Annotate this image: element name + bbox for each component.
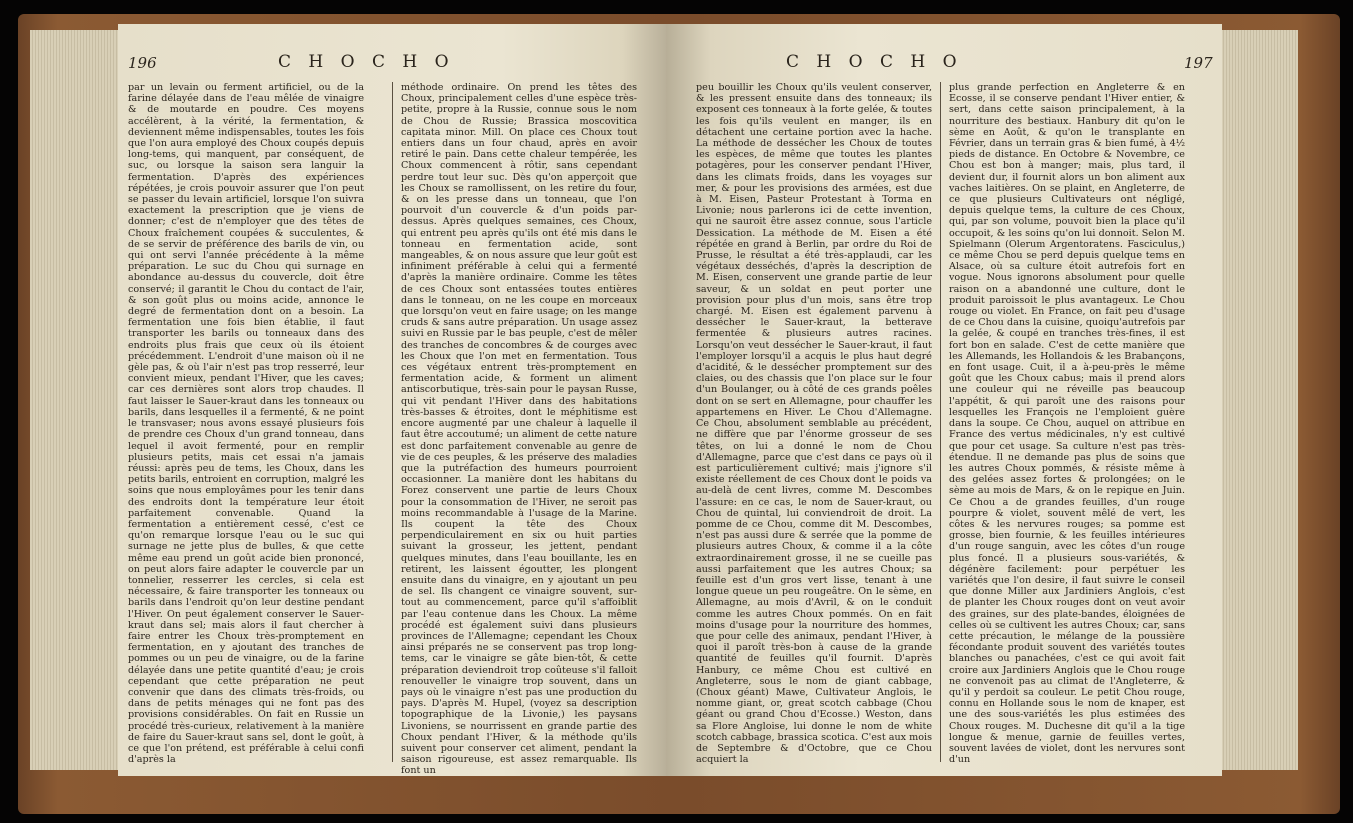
running-header: C H O C H O	[278, 52, 455, 72]
running-header: C H O C H O	[786, 52, 963, 72]
text-column-2: plus grande perfection en Angleterre & en Ecosse, il se conserve pendant l'Hiver entier, & sert, dans cette saison principalement, à la nourriture des bestiaux. Hanbury dit qu'on le sème en Août, & qu'on le transplante en Février, dans un terrain gras & bien fumé, à 4½ pieds de distance. En Octobre & Novembre, ce Chou est bon à manger; mais, plus tard, il devient dur, il fournit alors un bon aliment aux vaches laitières. On se plaint, en Angleterre, de ce que plusieurs Cultivateurs ont négligé, depuis quelque tems, la culture de ces Choux, qui, par son volume, pouvoit bien la place qu'il occupoit, & les soins qu'on lui donnoit. Selon M. Spielmann (Olerum Argentoratens. Fasciculus,) ce même Chou se perd depuis quelque tems en Alsace, où sa culture étoit autrefois fort en vogue. Nous ignorons absolument pour quelle raison on a abandonné une culture, dont le produit paroissoit le plus avantageux. Le Chou rouge ou violet. En France, on fait peu d'usage de ce Chou dans la cuisine, quoiqu'autrefois par la gelée, & coupé en tranches très-fines, il est fort bon en salade. C'est de cette manière que les Allemands, les Hollandois & les Brabançons, en font usage. Cuit, il a à-peu-près le même goût que les Choux cabus; mais il prend alors une couleur qui ne réveille pas beaucoup l'appétit, & qui paroît une des raisons pour lesquelles les François ne l'emploient guère dans la soupe. Ce Chou, auquel on attribue en France des vertus médicinales, n'y est cultivé que pour cet usage. Sa culture n'est pas très-étendue. Il ne demande pas plus de soins que les autres Choux pommés, & résiste même à des gelées assez fortes & prolongées; on le sème au mois de Mars, & on le repique en Juin. Ce Chou a de grandes feuilles, d'un rouge pourpre & violet, souvent mêlé de vert, les côtes & les nervures rouges; sa pomme est grosse, bien fournie, & les feuilles intérieures d'un rouge sanguin, avec les côtes d'un rouge plus foncé. Il a plusieurs sous-variétés, & dégénère facilement: pour perpétuer les variétés que l'on desire, il faut suivre le conseil que donne Miller aux Jardiniers Anglois, c'est de planter les Choux rouges dont on veut avoir des graines, sur des plate-bandes, éloignées de celles où se cultivent les autres Choux; car, sans cette précaution, le mélange de la poussière fécondante produit souvent des variétés toutes blanches ou panachées, c'est ce qui avoit fait croire aux Jardiniers Anglois que le Chou rouge ne convenoit pas au climat de l'Angleterre, & qu'il y perdoit sa couleur. Le petit Chou rouge, connu en Hollande sous le nom de knaper, est une des sous-variétés les plus estimées des Choux rouges. M. Duchesne dit qu'il a la tige longue & menue, garnie de feuilles vertes, souvent lavées de violet, dont les nervures sont d'un	[949, 82, 1185, 766]
left-page	[118, 24, 666, 776]
column-rule	[392, 82, 393, 762]
text-column-1: peu bouillir les Choux qu'ils veulent conserver, & les pressent ensuite dans des tonneaux; ils exposent ces tonneaux à la forte gelée, & toutes les fois qu'ils veulent en manger, ils en détachent une certaine portion avec la hache. La méthode de dessécher les Choux de toutes les espèces, de même que toutes les plantes potagères, pour les conserver pendant l'Hiver, dans les climats froids, dans les voyages sur mer, & pour les provisions des armées, est due à M. Eisen, Pasteur Protestant à Torma en Livonie; nous parlerons ici de cette invention, qui ne sauroit être assez connue, sous l'article Dessication. La méthode de M. Eisen a été répétée en grand à Berlin, par ordre du Roi de Prusse, le résultat a été très-applaudi, car les végétaux desséchés, d'après la description de M. Eisen, conservent une grande partie de leur saveur, & un soldat en peut porter une provision pour plus d'un mois, sans être trop chargé. M. Eisen est également parvenu à dessécher le Sauer-kraut, la betterave fermentée & plusieurs autres racines. Lorsqu'on veut dessécher le Sauer-kraut, il faut l'employer lorsqu'il a acquis le plus haut degré d'acidité, & le dessécher promptement sur des claies, ou des chassis que l'on place sur le four d'un Boulanger, ou à côté de ces grands poêles dont on se sert en Allemagne, pour chauffer les appartemens en Hiver. Le Chou d'Allemagne. Ce Chou, absolument semblable au précédent, ne diffère que par l'énorme grosseur de ses têtes, on lui a donné le nom de Chou d'Allemagne, parce que c'est dans ce pays où il est particulièrement cultivé; mais j'ignore s'il existe réellement de ces Choux dont le poids va au-delà de cent livres, comme M. Descombes l'assure: en ce cas, le nom de Sauer-kraut, ou Chou de quintal, lui conviendroit de droit. La pomme de ce Chou, comme dit M. Descombes, n'est pas aussi dure & serrée que la pomme de plusieurs autres Choux, & comme il a la côte extraordinairement grosse, il ne se cueille pas aussi parfaitement que les autres Choux; sa feuille est d'un gros vert lisse, tenant à une longue queue un peu rougeâtre. On le sème, en Allemagne, au mois d'Avril, & on le conduit comme les autres Choux pommés. On en fait moins d'usage pour la nourriture des hommes, que pour celle des animaux, pendant l'Hiver, à quoi il paroît très-bon à cause de la grande quantité de feuilles qu'il fournit. D'après Hanbury, ce même Chou est cultivé en Angleterre, sous le nom de giant cabbage, (Choux géant) Mawe, Cultivateur Anglois, le nomme giant, or, great scotch cabbage (Chou géant ou grand Chou d'Ecosse.) Weston, dans sa Flore Angloise, lui donne le nom de white scotch cabbage, brassica scotica. C'est aux mois de Septembre & d'Octobre, que ce Chou acquiert la	[696, 82, 932, 766]
text-column-2: méthode ordinaire. On prend les têtes des Choux, principalement celles d'une espèce très-petite, propre à la Russie, connue sous le nom de Chou de Russie; Brassica moscovitica capitata minor. Mill. On place ces Choux tout entiers dans un four chaud, après en avoir retiré le pain. Dans cette chaleur tempérée, les Choux commencent à rôtir, sans cependant perdre tout leur suc. Dès qu'on apperçoit que les Choux se ramollissent, on les retire du four, & on les presse dans un tonneau, que l'on pourvoit d'un couvercle & d'un poids par-dessus. Après quelques semaines, ces Choux, qui entrent peu après qu'ils ont été mis dans le tonneau en fermentation acide, sont mangeables, & on nous assure que leur goût est infiniment préférable à celui qui a fermenté d'après la manière ordinaire. Comme les têtes de ces Choux sont entassées toutes entières dans le tonneau, on ne les coupe en morceaux que lorsqu'on veut en faire usage; on les mange cruds & sans autre préparation. Un usage assez suivi en Russie par le bas peuple, c'est de mêler des tranches de concombres & de courges avec les Choux que l'on met en fermentation. Tous ces végétaux entrent très-promptement en fermentation acide, & forment un aliment antiscorbutique, très-sain pour le paysan Russe, qui vit pendant l'Hiver dans des habitations très-basses & étroites, dont le méphitisme est encore augmenté par une chaleur à laquelle il faut être accoutumé; un aliment de cette nature est donc parfaitement convenable au genre de vie de ces peuples, & les préserve des maladies que la putréfaction des humeurs pourroient occasionner. La manière dont les habitans du Forez conservent une partie de leurs Choux pour la consommation de l'Hiver, ne seroit pas moins recommandable à l'usage de la Marine. Ils coupent la tête des Choux perpendiculairement en six ou huit parties suivant la grosseur, les jettent, pendant quelques minutes, dans l'eau bouillante, les en retirent, les laissent égoutter, les plongent ensuite dans du vinaigre, en y ajoutant un peu de sel. Ils changent ce vinaigre souvent, sur-tout au commencement, parce qu'il s'affoiblit par l'eau contenue dans les Choux. La même procédé est également suivi dans plusieurs provinces de l'Allemagne; cependant les Choux ainsi préparés ne se conservent pas trop long-tems, car le vinaigre se gâte bien-tôt, & cette préparation deviendroit trop coûteuse s'il falloit renouveller le vinaigre trop souvent, dans un pays où le vinaigre n'est pas une production du pays. D'après M. Hupel, (voyez sa description topographique de la Livonie,) les paysans Livoniens, se nourrissent en grande partie des Choux pendant l'Hiver, & la méthode qu'ils suivent pour conserver cet aliment, pendant la saison rigoureuse, est assez remarquable. Ils font un	[401, 82, 637, 777]
right-page-edges	[1218, 30, 1298, 770]
left-page-edges	[30, 30, 122, 770]
column-rule	[940, 82, 941, 762]
right-page	[666, 24, 1222, 776]
text-column-1: par un levain ou ferment artificiel, ou de la farine délayée dans de l'eau mêlée de vinaigre & de moutarde en poudre. Ces moyens accélèrent, à la vérité, la fermentation, & deviennent même indispensables, toutes les fois que l'on aura employé des Choux coupés depuis long-tems, qui manquent, par conséquent, de suc, ou lorsque la saison sera languir la fermentation. D'après des expériences répétées, je crois pouvoir assurer que l'on peut se passer du levain artificiel, lorsque l'on suivra exactement la prescription que je viens de donner; c'est de n'employer que des têtes de Choux fraîchement coupées & succulentes, & de se servir de préférence des barils de vin, ou qui ont servi l'année précédente à la même préparation. Le suc du Chou qui surnage en abondance au-dessus du couvercle, doit être conservé; il garantit le Chou du contact de l'air, & son goût plus ou moins acide, annonce le degré de fermentation dont on a besoin. La fermentation une fois bien établie, il faut transporter les barils ou tonneaux dans des endroits plus frais que ceux où ils étoient précédemment. L'endroit d'une maison où il ne gèle pas, & où l'air n'est pas trop resserré, leur convient mieux, pendant l'Hiver, que les caves; car ces dernières sont alors trop chaudes. Il faut laisser le Sauer-kraut dans les tonneaux ou barils, dans lesquelles il a fermenté, & ne point le transvaser; nous avons essayé plusieurs fois de prendre ces Choux d'un grand tonneau, dans lequel il avoit fermenté, pour en remplir plusieurs petits, mais cet essai n'a jamais réussi: après peu de tems, les Choux, dans les petits barils, entroient en corruption, malgré les soins que nous employâmes pour les tenir dans des endroits dont la température leur étoit parfaitement convenable. Quand la fermentation a entièrement cessé, c'est ce qu'on remarque lorsque l'eau ou le suc qui surnage ne jette plus de bulles, & que cette même eau prend un goût acide bien prononcé, on peut alors faire adapter le couvercle par un tonnelier, resserrer les cercles, si cela est nécessaire, & faire transporter les tonneaux ou barils dans l'endroit qu'on leur destine pendant l'Hiver. On peut également conserver le Sauer-kraut dans sel; mais alors il faut chercher à faire entrer les Choux très-promptement en fermentation, en y ajoutant des tranches de pommes ou un peu de vinaigre, ou de la farine délayée dans une petite quantité d'eau; je crois cependant que cette préparation ne peut convenir que dans des climats très-froids, ou dans de petits ménages qui ne font pas des provisions considérables. On fait en Russie un procédé très-curieux, relativement à la manière de faire du Sauer-kraut sans sel, dont le goût, à ce que l'on prétend, est préférable à celui confi d'après la	[128, 82, 364, 766]
page-number: 196	[128, 54, 157, 72]
page-number: 197	[1184, 54, 1213, 72]
